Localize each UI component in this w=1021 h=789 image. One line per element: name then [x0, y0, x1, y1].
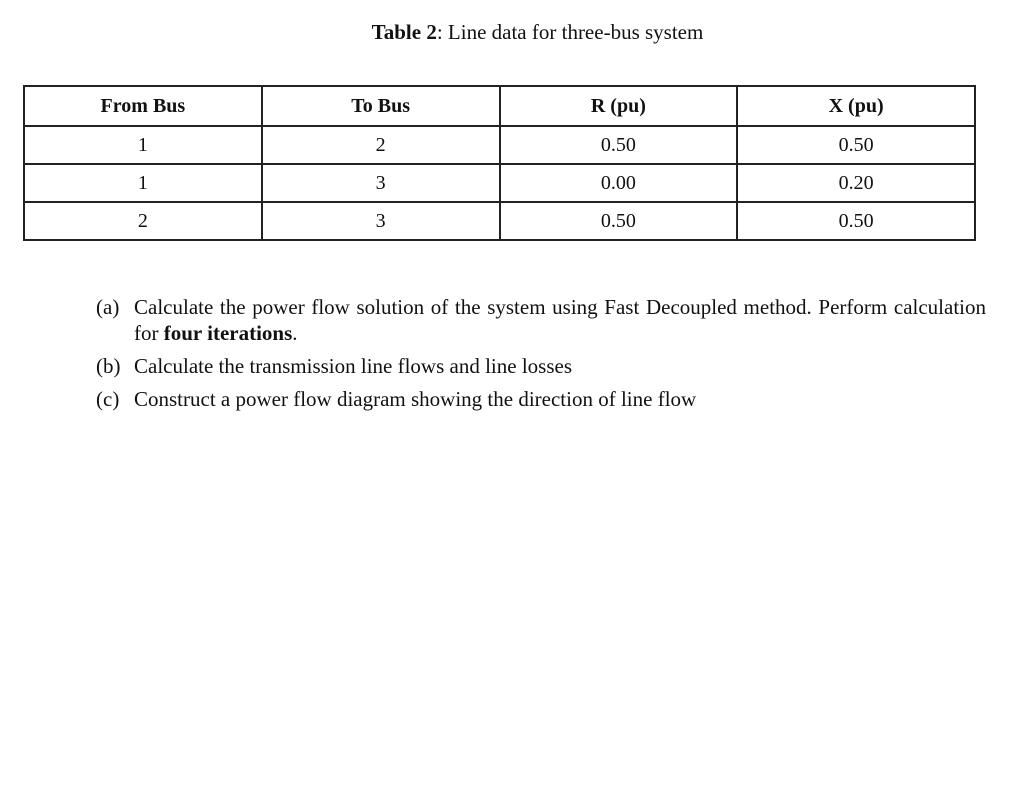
cell-reactance: 0.50 — [737, 126, 975, 164]
question-text-end: . — [292, 321, 298, 345]
header-to-bus: To Bus — [262, 86, 500, 126]
question-text-part: Calculate the power flow solution of the system using Fast Decoupled method. Perform calculation for — [134, 295, 986, 345]
question-text: Calculate the transmission line flows and line losses — [134, 354, 573, 378]
cell-reactance: 0.50 — [737, 202, 975, 240]
caption-text: : Line data for three-bus system — [436, 20, 704, 44]
question-marker: (a) — [96, 295, 120, 319]
table-row — [24, 164, 975, 202]
question-list — [96, 294, 986, 419]
table-row — [24, 202, 975, 240]
cell-from-bus: 1 — [24, 126, 262, 164]
question-text — [134, 294, 986, 346]
cell-resistance: 0.50 — [500, 202, 738, 240]
header-reactance: X (pu) — [737, 86, 975, 126]
header-resistance: R (pu) — [500, 86, 738, 126]
cell-from-bus: 1 — [24, 164, 262, 202]
caption-label: Table 2 — [371, 20, 437, 44]
question-a — [96, 294, 986, 346]
question-b — [96, 353, 986, 379]
question-marker: (b) — [96, 354, 121, 378]
question-text: Construct a power flow diagram showing the direction of line flow — [134, 387, 697, 411]
cell-to-bus: 3 — [262, 164, 500, 202]
question-marker: (c) — [96, 387, 120, 411]
cell-reactance: 0.20 — [737, 164, 975, 202]
table-row — [24, 126, 975, 164]
cell-to-bus: 2 — [262, 126, 500, 164]
question-emphasis: four iterations — [163, 321, 293, 345]
cell-to-bus: 3 — [262, 202, 500, 240]
line-data-table — [23, 85, 976, 241]
table-header-row — [24, 86, 975, 126]
header-from-bus: From Bus — [24, 86, 262, 126]
question-c — [96, 386, 986, 412]
cell-from-bus: 2 — [24, 202, 262, 240]
table-caption — [0, 18, 1021, 46]
cell-resistance: 0.00 — [500, 164, 738, 202]
cell-resistance: 0.50 — [500, 126, 738, 164]
